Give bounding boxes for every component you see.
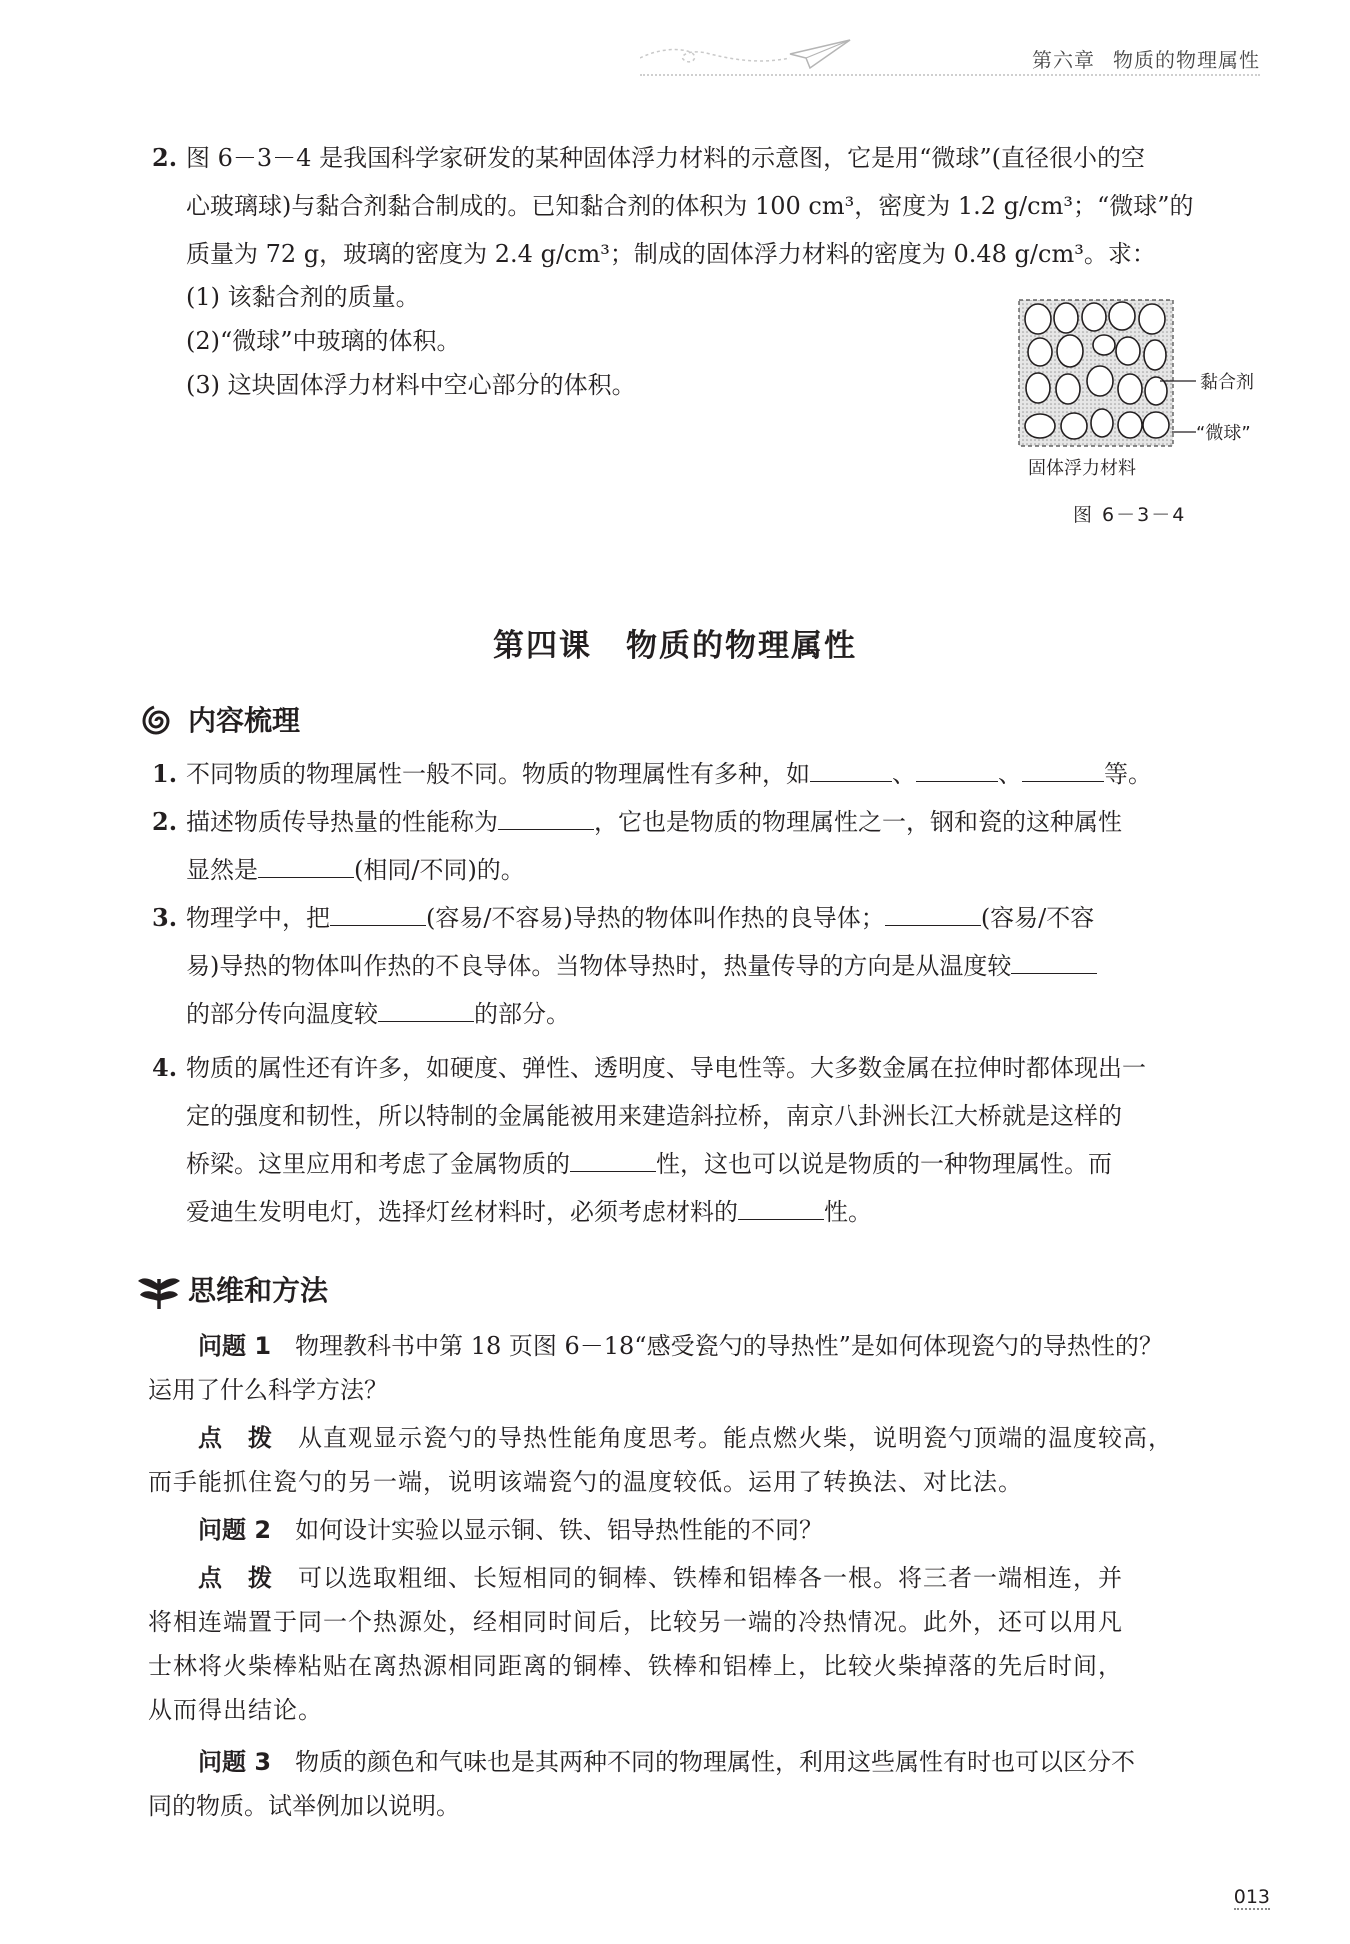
problem2-line3: 质量为 72 g，玻璃的密度为 2.4 g/cm³；制成的固体浮力材料的密度为 0.48 g/cm³。求：	[186, 240, 1156, 268]
question1-line1	[198, 1322, 1163, 1370]
page-header	[640, 38, 1260, 78]
item3-text-a: 物理学中，把	[186, 904, 330, 932]
item4-number: 4.	[152, 1053, 178, 1082]
problem2-line2: 心玻璃球)与黏合剂黏合制成的。已知黏合剂的体积为 100 cm³，密度为 1.2 g/cm³；“微球”的	[186, 192, 1194, 220]
answer-blank[interactable]	[916, 751, 998, 782]
hint2-label: 点 拨	[198, 1564, 273, 1592]
item2-text-c: 显然是	[186, 856, 258, 884]
leader-lines	[1010, 295, 1300, 535]
spiral-icon	[136, 701, 182, 741]
review-item-3-cont	[186, 942, 1097, 990]
item4-text-a: 物质的属性还有许多，如硬度、弹性、透明度、导电性等。大多数金属在拉伸时都体现出一	[186, 1054, 1146, 1082]
paper-plane-icon	[640, 38, 870, 78]
question1-label: 问题 1	[198, 1332, 272, 1360]
question3-line1	[198, 1738, 1135, 1786]
section-content-review	[136, 700, 300, 740]
item3-text-d: 易)导热的物体叫作热的不良导体。当物体导热时，热量传导的方向是从温度较	[186, 952, 1012, 980]
section-thinking-methods	[136, 1270, 328, 1310]
item4-text-d: 性，这也可以说是物质的一种物理属性。而	[656, 1150, 1112, 1178]
hint1-text-a: 从直观显示瓷勺的导热性能角度思考。能点燃火柴，说明瓷勺顶端的温度较高，	[298, 1424, 1173, 1452]
problem2-sub1: (1) 该黏合剂的质量。	[186, 283, 420, 311]
answer-blank[interactable]	[1011, 943, 1097, 974]
item1-text-d: 等。	[1104, 760, 1152, 788]
answer-blank[interactable]	[570, 1141, 656, 1172]
answer-blank[interactable]	[330, 895, 426, 926]
item3-text-c: (容易/不容	[980, 904, 1095, 932]
review-item-4	[152, 1044, 1146, 1092]
hint1-label: 点 拨	[198, 1424, 273, 1452]
item3-number: 3.	[152, 903, 178, 932]
header-title: 物质的物理属性	[1113, 48, 1260, 72]
label-adhesive: 黏合剂	[1200, 372, 1254, 393]
figure-6-3-4	[1010, 295, 1300, 535]
item1-text-b: 、	[892, 760, 916, 788]
caption-material: 固体浮力材料	[1028, 458, 1136, 479]
review-item-4-line3	[186, 1140, 1112, 1188]
problem2-text1: 图 6－3－4 是我国科学家研发的某种固体浮力材料的示意图，它是用“微球”(直径很小的空	[186, 144, 1145, 172]
page-number: 013	[1233, 1886, 1270, 1908]
header-chapter: 第六章	[1032, 48, 1095, 72]
section1-title: 内容梳理	[188, 704, 301, 737]
review-item-1	[152, 750, 1152, 798]
item3-text-e: 的部分传向温度较	[186, 1000, 378, 1028]
question1-text-a: 物理教科书中第 18 页图 6－18“感受瓷勺的导热性”是如何体现瓷勺的导热性的？	[295, 1332, 1163, 1360]
answer-blank[interactable]	[498, 799, 594, 830]
item2-text-d: (相同/不同)的。	[354, 856, 525, 884]
question2-line1	[198, 1506, 823, 1554]
item2-text-a: 描述物质传导热量的性能称为	[186, 808, 498, 836]
item3-text-b: (容易/不容易)导热的物体叫作热的良导体；	[426, 904, 885, 932]
figure-caption: 图 6－3－4	[1073, 504, 1187, 526]
item2-text-b: ，它也是物质的物理属性之一，钢和瓷的这种属性	[594, 808, 1122, 836]
item4-text-f: 性。	[824, 1198, 872, 1226]
hint2-line2: 将相连端置于同一个热源处，经相同时间后，比较另一端的冷热情况。此外，还可以用凡	[148, 1608, 1123, 1636]
hint2-line1	[198, 1554, 1123, 1602]
item3-text-f: 的部分。	[474, 1000, 570, 1028]
hint2-line4: 从而得出结论。	[148, 1696, 323, 1724]
item2-number: 2.	[152, 807, 178, 836]
question2-text-a: 如何设计实验以显示铜、铁、铝导热性能的不同？	[295, 1516, 824, 1544]
item1-text-c: 、	[998, 760, 1022, 788]
section2-title: 思维和方法	[188, 1274, 329, 1307]
lesson-name: 物质的物理属性	[626, 628, 857, 664]
answer-blank[interactable]	[738, 1189, 824, 1220]
review-item-4-line4	[186, 1188, 872, 1236]
review-item-2	[152, 798, 1122, 846]
item1-number: 1.	[152, 759, 178, 788]
question1-line2: 运用了什么科学方法？	[148, 1376, 388, 1404]
hint2-line3: 士林将火柴棒粘贴在离热源相同距离的铜棒、铁棒和铝棒上，比较火柴掉落的先后时间，	[148, 1652, 1123, 1680]
question3-line2: 同的物质。试举例加以说明。	[148, 1792, 460, 1820]
lesson-number: 第四课	[493, 628, 592, 664]
answer-blank[interactable]	[810, 751, 892, 782]
problem2-number: 2.	[152, 143, 178, 172]
answer-blank[interactable]	[258, 847, 354, 878]
header-text	[1014, 44, 1260, 73]
item1-text-a: 不同物质的物理属性一般不同。物质的物理属性有多种，如	[186, 760, 810, 788]
lesson-title	[0, 620, 1350, 665]
problem2-line1	[152, 134, 1145, 182]
sprout-icon	[136, 1271, 182, 1311]
review-item-3	[152, 894, 1094, 942]
question2-label: 问题 2	[198, 1516, 272, 1544]
problem2-sub3: (3) 这块固体浮力材料中空心部分的体积。	[186, 371, 636, 399]
review-item-2-cont	[186, 846, 525, 894]
answer-blank[interactable]	[885, 895, 981, 926]
hint1-line1	[198, 1414, 1173, 1462]
hint1-line2: 而手能抓住瓷勺的另一端，说明该端瓷勺的温度较低。运用了转换法、对比法。	[148, 1468, 1023, 1496]
hint2-text-a: 可以选取粗细、长短相同的铜棒、铁棒和铝棒各一根。将三者一端相连，并	[298, 1564, 1123, 1592]
item4-text-c: 桥梁。这里应用和考虑了金属物质的	[186, 1150, 570, 1178]
answer-blank[interactable]	[378, 991, 474, 1022]
item4-text-e: 爱迪生发明电灯，选择灯丝材料时，必须考虑材料的	[186, 1198, 738, 1226]
answer-blank[interactable]	[1022, 751, 1104, 782]
label-microsphere: “微球”	[1196, 423, 1251, 444]
review-item-3-cont2	[186, 990, 570, 1038]
question3-label: 问题 3	[198, 1748, 272, 1776]
question3-text-a: 物质的颜色和气味也是其两种不同的物理属性，利用这些属性有时也可以区分不	[295, 1748, 1136, 1776]
header-divider	[640, 74, 1260, 76]
problem2-sub2: (2)“微球”中玻璃的体积。	[186, 327, 461, 355]
review-item-4-line2: 定的强度和韧性，所以特制的金属能被用来建造斜拉桥，南京八卦洲长江大桥就是这样的	[186, 1102, 1122, 1130]
